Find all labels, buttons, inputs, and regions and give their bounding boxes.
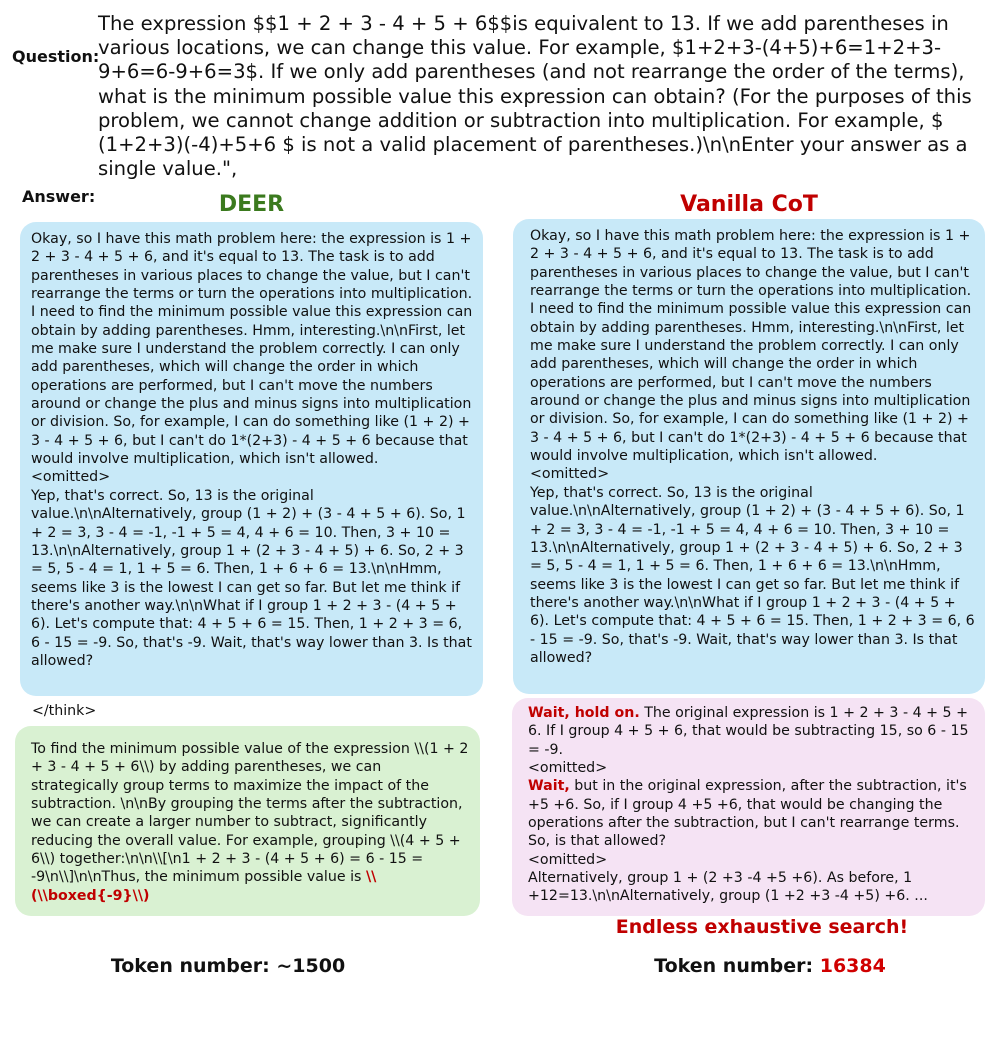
deer-final-text: To find the minimum possible value of the expression \\(1 + 2 + 3 - 4 + 5 + 6\\) by adding parentheses, we can strategically group terms to maximize the impact of the subtraction. \n\nBy grouping the terms after the subtraction, we can create a larger number to subtract, significantly reducing the overall value. For example, grouping \\(4 + 5 + 6\\) together:\n\n\\[\n1 + 2 + 3 - (4 + 5 + 6) = 6 - 15 = -9\n\\]\n\nThus, the minimum possible value is: [31, 741, 469, 886]
vanilla-token-value: 16384: [819, 955, 886, 977]
vanilla-title: Vanilla CoT: [680, 192, 818, 217]
deer-token-count: Token number: ~1500: [110, 955, 346, 977]
endless-search-label: Endless exhaustive search!: [615, 916, 909, 938]
question-label: Question:: [12, 47, 100, 66]
vanilla-wait-2: Wait,: [528, 778, 570, 795]
deer-title: DEER: [218, 192, 285, 217]
vanilla-reasoning-box: Okay, so I have this math problem here: the expression is 1 + 2 + 3 - 4 + 5 + 6, and it's equal to 13. The task is to add parentheses in various places to change the value, but I can't rearrange the terms or turn the operations into multiplication. I need to find the minimum possible value this expression can obtain by adding parentheses. Hmm, interesting.\n\nFirst, let me make sure I understand the problem correctly. I can only add parentheses, which will change the order in which operations are performed, but I can't move the numbers around or change the plus and minus signs into multiplication or division. So, for example, I can do something like (1 + 2) + 3 - 4 + 5 + 6, but I can't do 1*(2+3) - 4 + 5 + 6 because that would involve multiplication, which isn't allowed. <omitted> Yep, that's correct. So, 13 is the original value.\n\nAlternatively, group (1 + 2) + (3 - 4 + 5 + 6). So, 1 + 2 = 3, 3 - 4 = -1, -1 + 5 = 4, 4 + 6 = 10. Then, 3 + 10 = 13.\n\nAlternatively, group 1 + (2 + 3 - 4 + 5) + 6. So, 2 + 3 = 5, 5 - 4 = 1, 1 + 5 = 6. Then, 1 + 6 + 6 = 13.\n\nHmm, seems like 3 is the lowest I can get so far. But let me think if there's another way.\n\nWhat if I group 1 + 2 + 3 - (4 + 5 + 6). Let's compute that: 4 + 5 + 6 = 15. Then, 1 + 2 + 3 = 6, 6 - 15 = -9. So, that's -9. Wait, that's way lower than 3. Is that allowed?: [513, 219, 985, 694]
deer-final-answer-box: [15, 726, 480, 916]
think-end-tag: </think>: [32, 703, 97, 719]
vanilla-token-prefix: Token number:: [654, 955, 820, 977]
vanilla-continuation-box: [512, 698, 985, 916]
vanilla-cont-text-1: The original expression is 1 + 2 + 3 - 4 + 5 + 6. If I group 4 + 5 + 6, that would be subtracting 15, so 6 - 15 = -9. <omitted>: [528, 705, 969, 777]
vanilla-token-count: [520, 955, 997, 977]
vanilla-wait-1: Wait, hold on.: [528, 705, 640, 721]
answer-label: Answer:: [22, 187, 96, 206]
question-text: The expression $$1 + 2 + 3 - 4 + 5 + 6$$is equivalent to 13. If we add parentheses in various locations, we can change this value. For example, $1+2+3-(4+5)+6=1+2+3-9+6=6-9+6=3$. If we only add parentheses (and not rearrange the order of the terms), what is the minimum possible value this expression can obtain? (For the purposes of this problem, we cannot change addition or subtraction into multiplication. For example, $ (1+2+3)(-4)+5+6 $ is not a valid placement of parentheses.)\n\nEnter your answer as a single value.",: [98, 12, 972, 181]
deer-reasoning-box: Okay, so I have this math problem here: the expression is 1 + 2 + 3 - 4 + 5 + 6, and it's equal to 13. The task is to add parentheses in various places to change the value, but I can't rearrange the terms or turn the operations into multiplication. I need to find the minimum possible value this expression can obtain by adding parentheses. Hmm, interesting.\n\nFirst, let me make sure I understand the problem correctly. I can only add parentheses, which will change the order in which operations are performed, but I can't move the numbers around or change the plus and minus signs into multiplication or division. So, for example, I can do something like (1 + 2) + 3 - 4 + 5 + 6, but I can't do 1*(2+3) - 4 + 5 + 6 because that would involve multiplication, which isn't allowed. <omitted> Yep, that's correct. So, 13 is the original value.\n\nAlternatively, group (1 + 2) + (3 - 4 + 5 + 6). So, 1 + 2 = 3, 3 - 4 = -1, -1 + 5 = 4, 4 + 6 = 10. Then, 3 + 10 = 13.\n\nAlternatively, group 1 + (2 + 3 - 4 + 5) + 6. So, 2 + 3 = 5, 5 - 4 = 1, 1 + 5 = 6. Then, 1 + 6 + 6 = 13.\n\nHmm, seems like 3 is the lowest I can get so far. But let me think if there's another way.\n\nWhat if I group 1 + 2 + 3 - (4 + 5 + 6). Let's compute that: 4 + 5 + 6 = 15. Then, 1 + 2 + 3 = 6, 6 - 15 = -9. So, that's -9. Wait, that's way lower than 3. Is that allowed?: [20, 222, 483, 696]
vanilla-cont-text-2: but in the original expression, after the subtraction, it's +5 +6. So, if I group 4 +5 +6, that would be changing the operations after the subtraction, but I can't rearrange terms. So, is that allowed? <omitted> Alternatively, group 1 + (2 +3 -4 +5 +6). As before, 1 +12=13.\n\nAlternatively, group (1 +2 +3 -4 +5) +6. ...: [528, 778, 967, 905]
deer-boxed-answer: \\(\\boxed{-9}\\): [31, 869, 377, 904]
